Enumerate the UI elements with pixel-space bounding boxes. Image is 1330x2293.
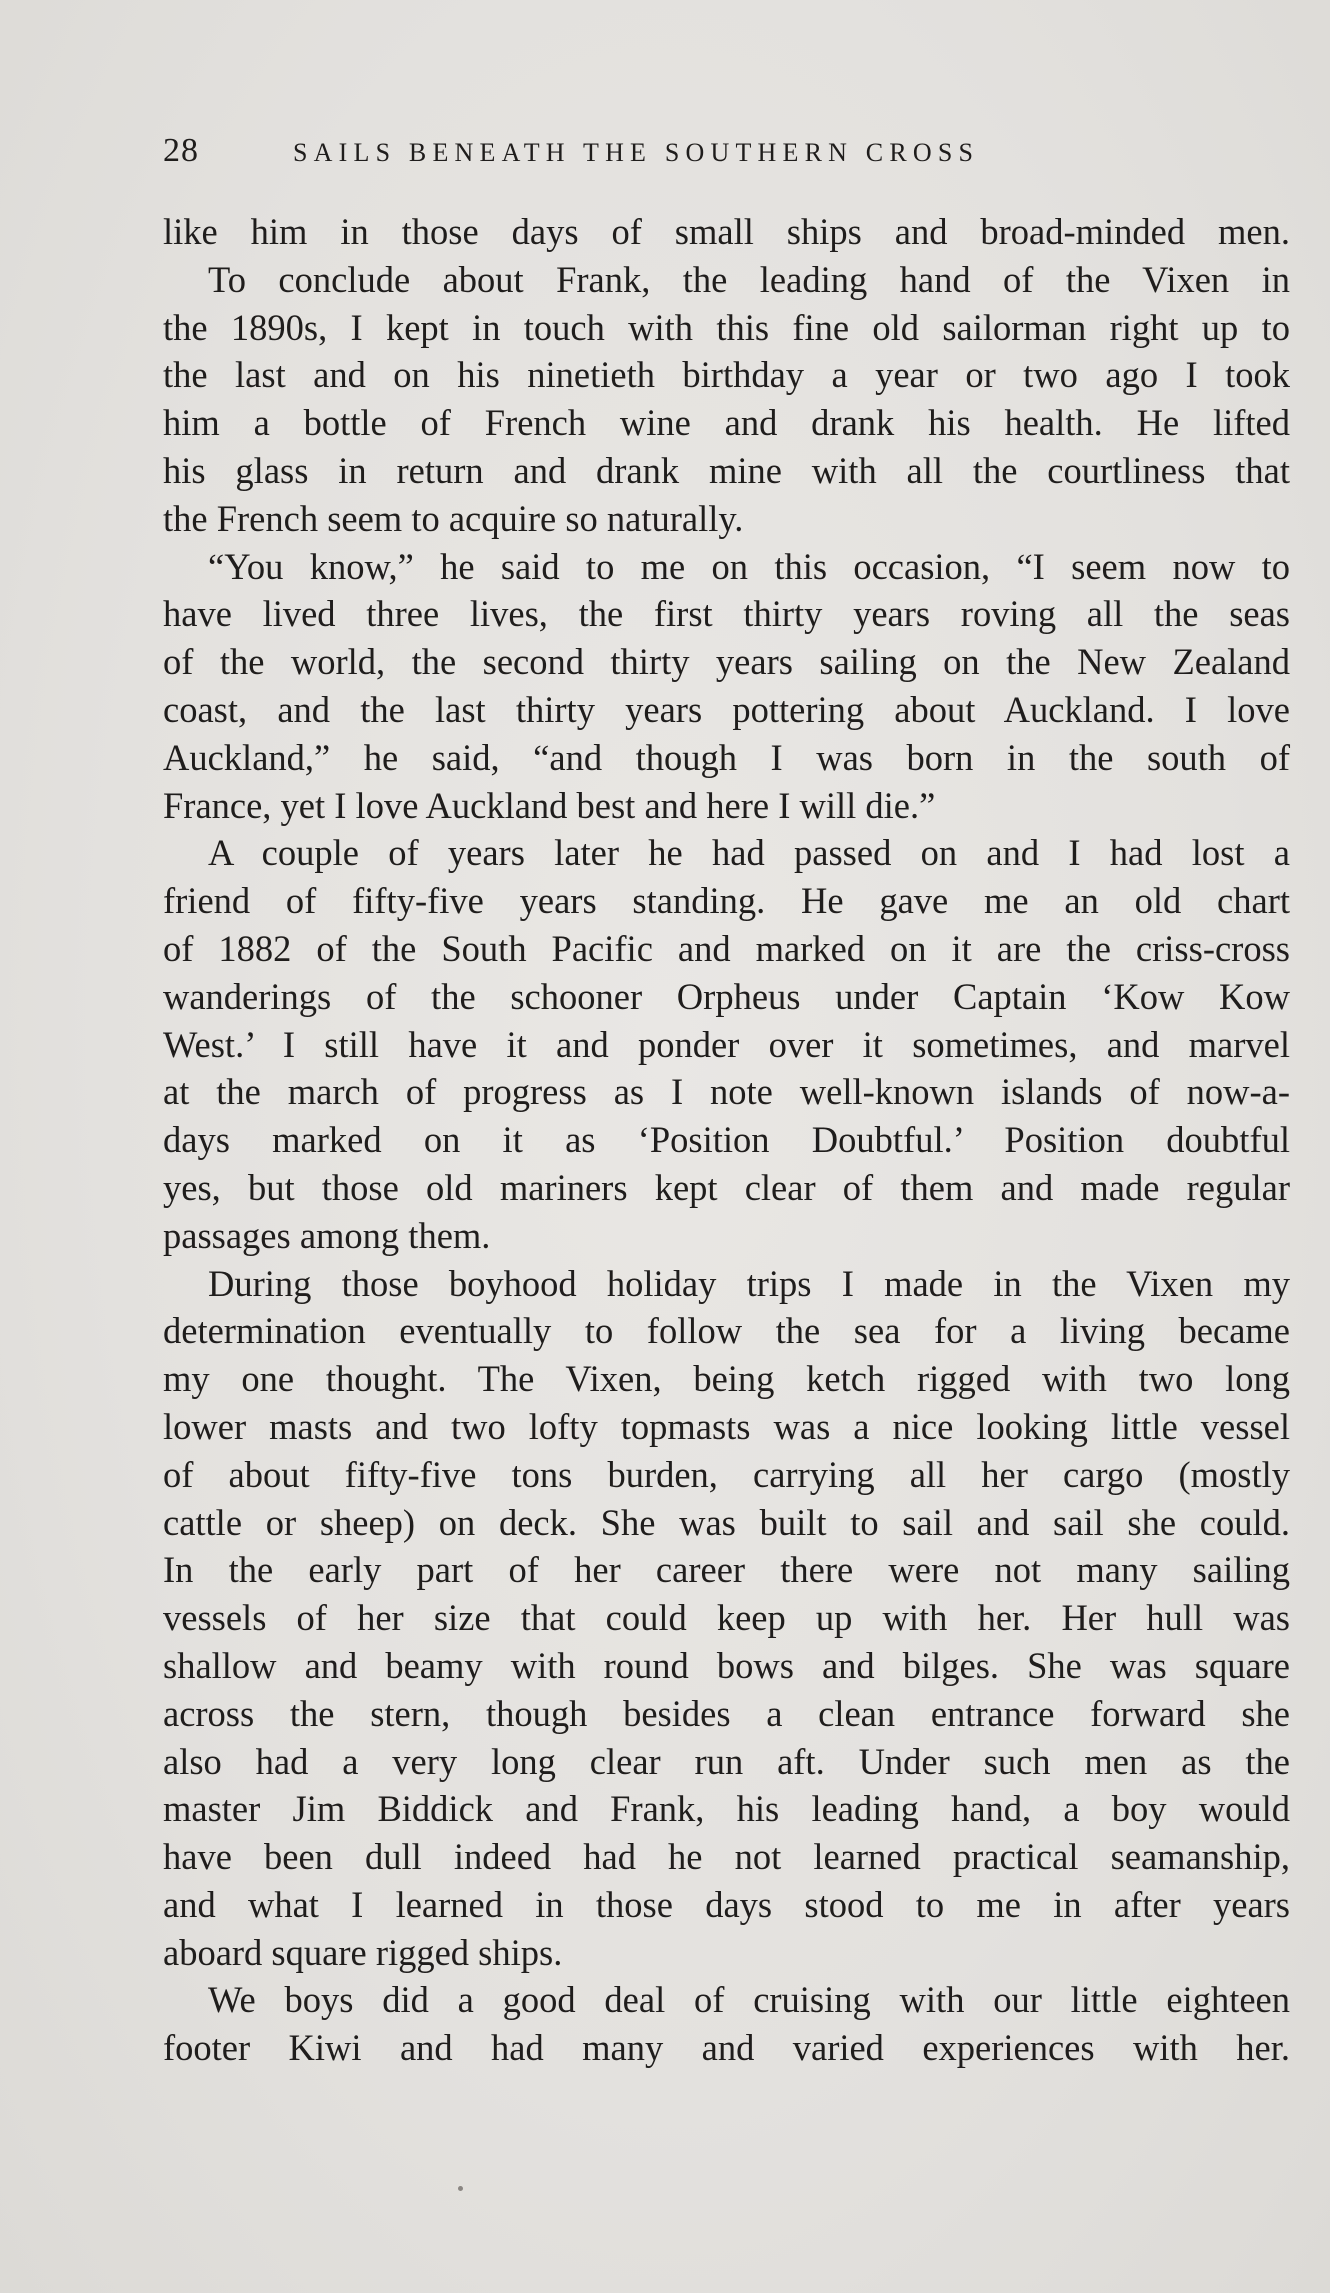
text-line: cattle or sheep) on deck. She was built to sail and sail she could.: [163, 1501, 1290, 1543]
text-line: shallow and beamy with round bows and bilges. She was square: [163, 1644, 1290, 1686]
text-line: To conclude about Frank, the leading hand of the Vixen in: [208, 258, 1290, 300]
text-line: of about fifty-five tons burden, carrying all her cargo (mostly: [163, 1453, 1290, 1495]
text-line: the last and on his ninetieth birthday a year or two ago I took: [163, 354, 1290, 396]
text-line: “You know,” he said to me on this occasion, “I seem now to: [208, 545, 1290, 587]
text-line: friend of fifty-five years standing. He gave me an old chart: [163, 880, 1290, 922]
text-line: him a bottle of French wine and drank his health. He lifted: [163, 402, 1290, 444]
text-line: A couple of years later he had passed on and I had lost a: [208, 832, 1290, 874]
running-head-title: SAILS BENEATH THE SOUTHERN CROSS: [293, 138, 980, 167]
text-line: master Jim Biddick and Frank, his leading hand, a boy would: [163, 1788, 1290, 1830]
text-line: my one thought. The Vixen, being ketch rigged with two long: [163, 1358, 1290, 1400]
text-line: wanderings of the schooner Orpheus under Captain ‘Kow Kow: [163, 975, 1290, 1017]
text-line: coast, and the last thirty years pottering about Auckland. I love: [163, 688, 1290, 730]
text-line: of the world, the second thirty years sailing on the New Zealand: [163, 641, 1290, 683]
text-line: also had a very long clear run aft. Under such men as the: [163, 1740, 1290, 1782]
text-line: Auckland,” he said, “and though I was born in the south of: [163, 736, 1290, 778]
text-line: aboard square rigged ships.: [163, 1931, 563, 1973]
body-text: [163, 208, 1290, 2072]
text-line: across the stern, though besides a clean entrance forward she: [163, 1692, 1290, 1734]
running-head: [163, 132, 1223, 182]
text-line: like him in those days of small ships and broad-minded men.: [163, 211, 1290, 252]
text-line: passages among them.: [163, 1214, 491, 1256]
text-line: have been dull indeed had he not learned practical seamanship,: [163, 1836, 1290, 1878]
text-line: at the march of progress as I note well-known islands of now-a-: [163, 1071, 1290, 1113]
text-line: During those boyhood holiday trips I made in the Vixen my: [208, 1262, 1290, 1304]
text-line: the 1890s, I kept in touch with this fine old sailorman right up to: [163, 306, 1290, 348]
text-line: yes, but those old mariners kept clear of them and made regular: [163, 1166, 1290, 1208]
page-number: 28: [163, 132, 199, 169]
text-line: We boys did a good deal of cruising with our little eighteen: [208, 1979, 1290, 2021]
text-line: determination eventually to follow the sea for a living became: [163, 1310, 1290, 1352]
text-line: of 1882 of the South Pacific and marked on it are the criss-cross: [163, 927, 1290, 969]
paper-speck: [458, 2186, 463, 2191]
text-line: West.’ I still have it and ponder over it sometimes, and marvel: [163, 1023, 1290, 1065]
text-line: days marked on it as ‘Position Doubtful.’ Position doubtful: [163, 1119, 1290, 1161]
text-line: have lived three lives, the first thirty years roving all the seas: [163, 593, 1290, 635]
text-line: and what I learned in those days stood to me in after years: [163, 1883, 1290, 1925]
text-line: vessels of her size that could keep up with her. Her hull was: [163, 1597, 1290, 1639]
text-line: the French seem to acquire so naturally.: [163, 497, 744, 539]
text-line: lower masts and two lofty topmasts was a nice looking little vessel: [163, 1405, 1290, 1447]
text-line: In the early part of her career there were not many sailing: [163, 1549, 1290, 1591]
text-line: France, yet I love Auckland best and here I will die.”: [163, 784, 936, 826]
text-line: his glass in return and drank mine with all the courtliness that: [163, 449, 1290, 491]
text-line: footer Kiwi and had many and varied experiences with her.: [163, 2027, 1290, 2069]
